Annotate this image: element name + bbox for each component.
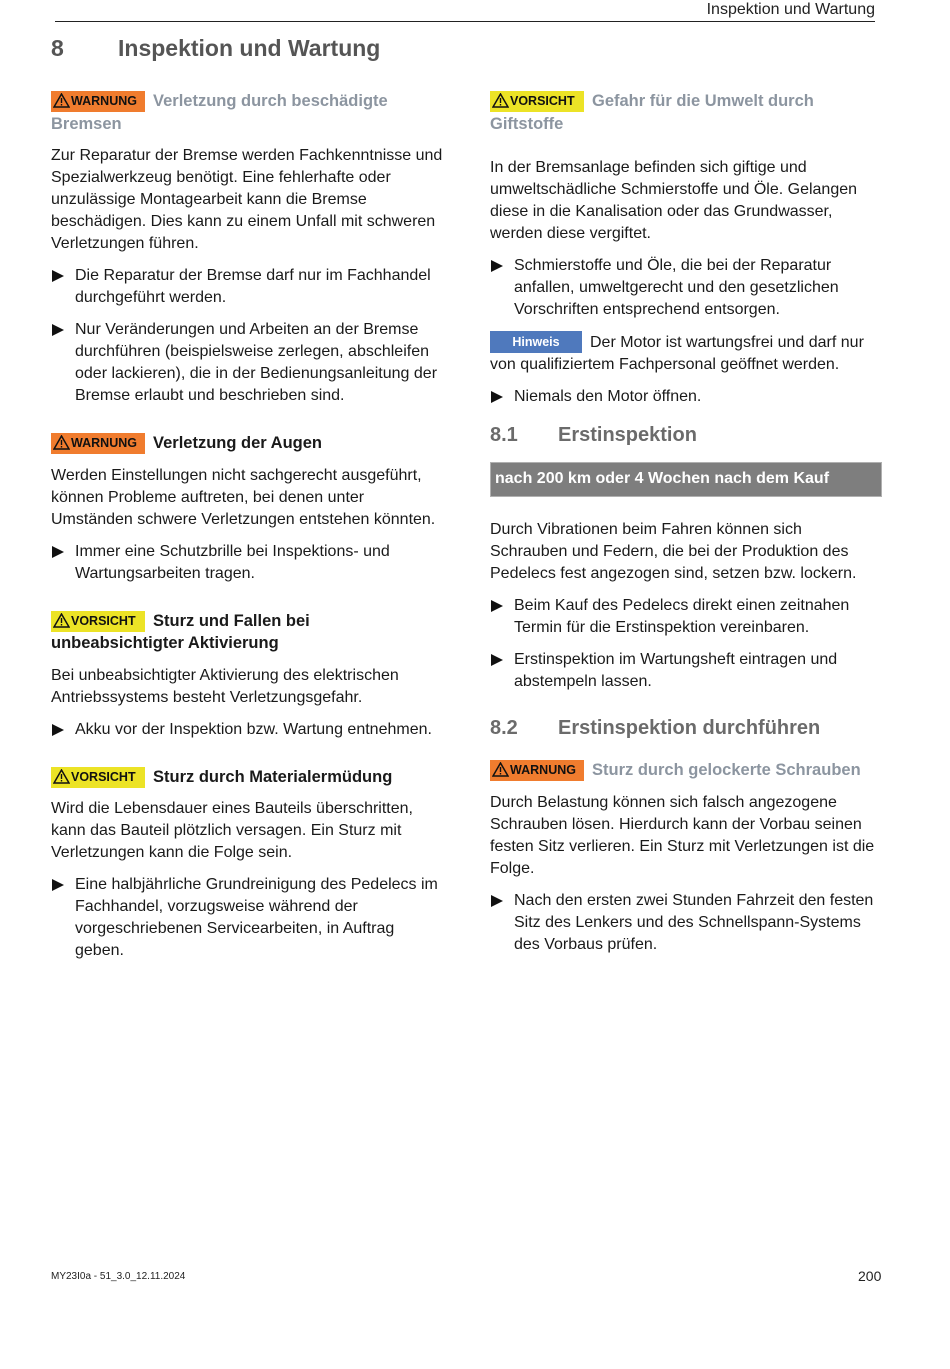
warning-badge: WARNUNG bbox=[51, 91, 145, 112]
caution-badge: VORSICHT bbox=[51, 611, 145, 632]
bullet-arrow-icon bbox=[491, 895, 503, 907]
caution-title: Sturz und Fallen bei unbeabsichtigter Aktivierung bbox=[51, 611, 310, 652]
warning-title: Verletzung durch beschädigte Bremsen bbox=[51, 92, 388, 133]
interval-box: nach 200 km oder 4 Wochen nach dem Kauf bbox=[490, 462, 882, 497]
bullet-arrow-icon bbox=[52, 270, 64, 282]
running-header bbox=[55, 0, 875, 22]
warning-block-brakes bbox=[51, 90, 443, 407]
chapter-number: 8 bbox=[51, 35, 64, 61]
bullet-arrow-icon bbox=[52, 724, 64, 736]
caution-text: In der Bremsanlage befinden sich giftige und umweltschädliche Schmierstoffe und Öle. Gelangen diese in die Kanalisation oder das Grundwasser, werden diese vergiftet. bbox=[490, 159, 858, 242]
caution-badge: VORSICHT bbox=[490, 91, 584, 112]
caution-title: Gefahr für die Umwelt durch Giftstoffe bbox=[490, 92, 814, 133]
page-number: 200 bbox=[858, 1268, 882, 1284]
list-item: Nach den ersten zwei Stunden Fahrzeit den festen Sitz des Lenkers und des Schnellspann-Systems des Vorbaus prüfen. bbox=[490, 890, 882, 956]
caution-heading bbox=[490, 90, 882, 135]
warning-block-eyes bbox=[51, 432, 443, 585]
list-item: Erstinspektion im Wartungsheft eintragen und abstempeln lassen. bbox=[490, 649, 882, 693]
bullet-arrow-icon bbox=[52, 879, 64, 891]
bullet-arrow-icon bbox=[52, 324, 64, 336]
warning-triangle-icon bbox=[53, 435, 70, 450]
warning-badge: WARNUNG bbox=[51, 433, 145, 454]
list-item: Immer eine Schutzbrille bei Inspektions- und Wartungsarbeiten tragen. bbox=[51, 541, 443, 585]
warning-block-screws bbox=[490, 759, 882, 956]
caution-heading bbox=[51, 610, 443, 655]
section-heading-8-1: 8.1 Erstinspektion bbox=[490, 424, 697, 446]
list-item: Beim Kauf des Pedelecs direkt einen zeitnahen Termin für die Erstinspektion vereinbaren. bbox=[490, 595, 882, 639]
chapter-title: Inspektion und Wartung bbox=[118, 35, 381, 61]
warning-triangle-icon bbox=[492, 93, 509, 108]
warning-triangle-icon bbox=[53, 613, 70, 628]
warning-title: Verletzung der Augen bbox=[153, 434, 322, 452]
warning-heading bbox=[490, 759, 882, 782]
running-title: Inspektion und Wartung bbox=[706, 1, 875, 18]
caution-block-fatigue bbox=[51, 766, 443, 963]
bullet-arrow-icon bbox=[491, 654, 503, 666]
warning-title: Sturz durch gelockerte Schrauben bbox=[592, 761, 861, 779]
note-text: Hinweis Der Motor ist wartungsfrei und darf nur von qualifiziertem Fachpersonal geöffnet werden. bbox=[490, 331, 882, 376]
section-text: Durch Vibrationen beim Fahren können sich Schrauben und Federn, die bei der Produktion des Pedelecs fest angezogen sind, setzen bzw. lockern. bbox=[490, 521, 857, 582]
bullet-arrow-icon bbox=[52, 546, 64, 558]
list-item: Eine halbjährliche Grundreinigung des Pedelecs im Fachhandel, vorzugsweise während der vorgeschriebenen Servicearbeiten, in Auftrag geben. bbox=[51, 874, 443, 962]
caution-text: Wird die Lebensdauer eines Bauteils überschritten, kann das Bauteil plötzlich versagen. Ein Sturz mit Verletzungen kann die Folge sein. bbox=[51, 800, 413, 861]
bullet-arrow-icon bbox=[491, 260, 503, 272]
caution-block-activation bbox=[51, 610, 443, 741]
caution-heading bbox=[51, 766, 443, 789]
list-item: Die Reparatur der Bremse darf nur im Fachhandel durchgeführt werden. bbox=[51, 265, 443, 309]
bullet-arrow-icon bbox=[491, 391, 503, 403]
bullet-arrow-icon bbox=[491, 600, 503, 612]
caution-text: Bei unbeabsichtigter Aktivierung des elektrischen Antriebssystems besteht Verletzungsgefahr. bbox=[51, 666, 399, 706]
list-item: Nur Veränderungen und Arbeiten an der Bremse durchführen (beispielsweise zerlegen, abschleifen oder lackieren), die in der Bedienungsanleitung der Bremse erlaubt und beschrieben sind. bbox=[51, 319, 443, 407]
caution-badge: VORSICHT bbox=[51, 767, 145, 788]
section-heading-8-2: 8.2 Erstinspektion durchführen bbox=[490, 717, 821, 739]
document-id: MY23I0a - 51_3.0_12.11.2024 bbox=[51, 1271, 186, 1282]
warning-heading bbox=[51, 432, 443, 455]
left-column bbox=[51, 90, 443, 972]
warning-triangle-icon bbox=[53, 769, 70, 784]
warning-heading bbox=[51, 90, 443, 135]
warning-triangle-icon bbox=[53, 93, 70, 108]
warning-badge: WARNUNG bbox=[490, 760, 584, 781]
warning-text: Werden Einstellungen nicht sachgerecht ausgeführt, können Probleme auftreten, bei denen unter Umständen schwere Verletzungen entstehen könnten. bbox=[51, 466, 436, 528]
list-item: Niemals den Motor öffnen. bbox=[490, 386, 882, 408]
warning-text: Zur Reparatur der Bremse werden Fachkenntnisse und Spezialwerkzeug benötigt. Eine fehlerhafte oder unzulässige Montagearbeit kann die Bremse beschädigen. Dies kann zu einem Unfall mit schweren Verletzungen führen. bbox=[51, 147, 443, 252]
list-item: Schmierstoffe und Öle, die bei der Reparatur anfallen, umweltgerecht und den gesetzlichen Vorschriften entsprechend entsorgen. bbox=[490, 255, 882, 321]
chapter-heading bbox=[51, 35, 380, 62]
note-badge: Hinweis bbox=[490, 331, 582, 353]
note-block-motor bbox=[490, 331, 882, 408]
warning-triangle-icon bbox=[492, 762, 509, 777]
right-column bbox=[490, 90, 882, 966]
caution-title: Sturz durch Materialermüdung bbox=[153, 767, 393, 786]
warning-text: Durch Belastung können sich falsch angezogene Schrauben lösen. Hierdurch kann der Vorbau seinen festen Sitz verlieren. Ein Sturz mit Verletzungen ist die Folge. bbox=[490, 793, 875, 877]
caution-block-environment bbox=[490, 90, 882, 321]
list-item: Akku vor der Inspektion bzw. Wartung entnehmen. bbox=[51, 719, 443, 741]
